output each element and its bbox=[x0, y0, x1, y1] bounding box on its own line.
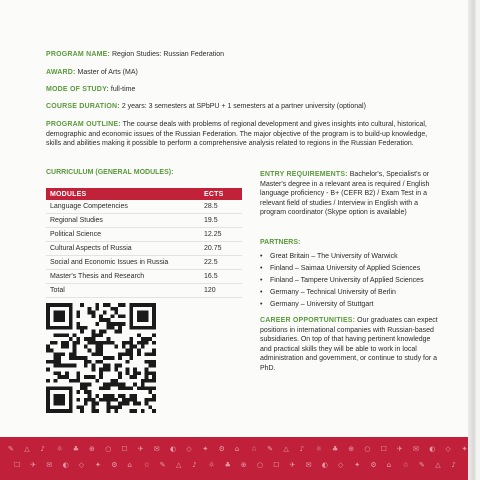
modules-table bbox=[46, 188, 242, 298]
pattern-glyph: ♪ bbox=[192, 461, 197, 469]
curriculum-title: CURRICULUM (GENERAL MODULES): bbox=[46, 169, 174, 176]
pattern-glyph: ✉ bbox=[413, 445, 419, 453]
pattern-glyph: ⚙ bbox=[218, 445, 225, 453]
pattern-glyph: △ bbox=[24, 445, 30, 453]
list-item: • Finland – Saimaa University of Applied Sciences bbox=[260, 263, 440, 275]
qr-code-icon[interactable] bbox=[46, 303, 156, 413]
partners-list bbox=[260, 251, 440, 311]
pattern-glyph: ✈ bbox=[30, 461, 37, 469]
pattern-glyph: ☼ bbox=[315, 445, 323, 453]
pattern-glyph: ✎ bbox=[419, 461, 425, 469]
pattern-icons bbox=[0, 437, 474, 480]
career-label: CAREER OPPORTUNITIES: bbox=[260, 317, 356, 324]
ects-header: ECTS bbox=[200, 188, 242, 200]
duration-line bbox=[46, 102, 366, 111]
page-fold bbox=[468, 0, 474, 480]
mode-line bbox=[46, 85, 135, 94]
module-ects: 28.5 bbox=[200, 200, 242, 214]
mode-label: MODE OF STUDY: bbox=[46, 86, 109, 93]
pattern-glyph: ◇ bbox=[186, 445, 192, 453]
pattern-glyph: ◐ bbox=[170, 445, 177, 453]
module-name: Master's Thesis and Research bbox=[46, 270, 200, 284]
module-ects: 19.5 bbox=[200, 214, 242, 228]
module-name: Regional Studies bbox=[46, 214, 200, 228]
pattern-glyph: ✦ bbox=[202, 445, 209, 453]
module-ects: 16.5 bbox=[200, 270, 242, 284]
pattern-glyph: ◇ bbox=[445, 445, 451, 453]
table-row bbox=[46, 270, 242, 284]
module-name: Social and Economic Issues in Russia bbox=[46, 256, 200, 270]
pattern-glyph: ○ bbox=[364, 445, 371, 453]
pattern-glyph: ◐ bbox=[321, 461, 328, 469]
outline-text: The course deals with problems of regional development and gives insights into cultural, historical, demographic and economic issues of the Russian Federation. The major objective of the program is to build-up knowledge, skills and abilities making it possible to perform a comprehensive analysis related to regions in the Russian Federation. bbox=[46, 121, 428, 147]
pattern-glyph: ☼ bbox=[56, 445, 63, 453]
pattern-glyph: ⊕ bbox=[240, 461, 247, 469]
pattern-glyph: ○ bbox=[257, 461, 264, 469]
pattern-glyph: ◇ bbox=[78, 461, 85, 469]
pattern-glyph: ☆ bbox=[402, 461, 410, 469]
pattern-glyph: ✦ bbox=[461, 445, 468, 453]
career-opportunities bbox=[260, 316, 440, 373]
pattern-glyph: ✈ bbox=[137, 445, 144, 453]
pattern-glyph: △ bbox=[283, 445, 289, 453]
pattern-glyph: ◐ bbox=[429, 445, 436, 453]
pattern-glyph: ♣ bbox=[224, 461, 231, 469]
program-name-value: Region Studies: Russian Federation bbox=[112, 51, 225, 58]
pattern-glyph: ⌂ bbox=[234, 445, 240, 453]
outline-label: PROGRAM OUTLINE: bbox=[46, 121, 121, 128]
entry-label: ENTRY REQUIREMENTS: bbox=[260, 171, 348, 178]
total-label: Total bbox=[46, 284, 200, 298]
partners-title: PARTNERS: bbox=[260, 239, 301, 246]
pattern-glyph: ⊕ bbox=[89, 445, 95, 453]
pattern-glyph: △ bbox=[435, 461, 441, 469]
pattern-glyph: ⊕ bbox=[348, 445, 355, 453]
module-name: Cultural Aspects of Russia bbox=[46, 242, 200, 256]
decorative-pattern-band bbox=[0, 437, 474, 480]
pattern-glyph: ⚙ bbox=[370, 461, 377, 469]
module-name: Political Science bbox=[46, 228, 200, 242]
pattern-glyph: ✉ bbox=[46, 461, 53, 469]
table-row bbox=[46, 214, 242, 228]
pattern-glyph: ☐ bbox=[14, 461, 21, 469]
table-row bbox=[46, 242, 242, 256]
program-name-label: PROGRAM NAME: bbox=[46, 51, 111, 58]
pattern-glyph: ☐ bbox=[380, 445, 387, 453]
list-item: • Germany – University of Stuttgart bbox=[260, 299, 440, 311]
pattern-glyph: ✎ bbox=[267, 445, 274, 453]
career-text: Our graduates can expect positions in international companies with Russian-based subsidiaries. On top of that having pertinent knowledge and practical skills they will be able to work in local administration and government, or continue to study for a PhD. bbox=[260, 317, 438, 372]
pattern-glyph: ✈ bbox=[289, 461, 296, 469]
pattern-glyph: ◇ bbox=[338, 461, 344, 469]
pattern-glyph: ♣ bbox=[332, 445, 339, 453]
pattern-glyph: ☐ bbox=[121, 445, 128, 453]
award-value: Master of Arts (MA) bbox=[77, 69, 138, 76]
pattern-glyph: ✉ bbox=[153, 445, 160, 453]
pattern-glyph: ✈ bbox=[396, 445, 403, 453]
pattern-glyph: ⚙ bbox=[111, 461, 118, 469]
award-line bbox=[46, 68, 138, 77]
partners-section bbox=[260, 238, 440, 311]
entry-text: Bachelor's, Specialist's or Master's degree in a relevant area is required / English language proficiency - B+ (CEFR B2) / Exam Test in a relevant field of studies / Interview in English with a program coordinator (Skype option is available) bbox=[260, 171, 430, 216]
table-row bbox=[46, 200, 242, 214]
pattern-glyph: ◐ bbox=[62, 461, 69, 469]
pattern-glyph: ✎ bbox=[8, 445, 14, 453]
total-ects: 120 bbox=[200, 284, 242, 298]
pattern-glyph: ⌂ bbox=[386, 461, 392, 469]
pattern-glyph: ♪ bbox=[40, 445, 45, 453]
module-ects: 20.75 bbox=[200, 242, 242, 256]
pattern-glyph: ☆ bbox=[251, 445, 258, 453]
program-outline bbox=[46, 120, 428, 149]
pattern-glyph: ☐ bbox=[273, 461, 280, 469]
pattern-glyph: ✉ bbox=[305, 461, 312, 469]
module-ects: 12.25 bbox=[200, 228, 242, 242]
pattern-glyph: ✦ bbox=[354, 461, 361, 469]
duration-label: COURSE DURATION: bbox=[46, 103, 120, 110]
module-ects: 22.5 bbox=[200, 256, 242, 270]
pattern-glyph: ○ bbox=[105, 445, 112, 453]
pattern-glyph: ♪ bbox=[451, 461, 456, 469]
table-row bbox=[46, 256, 242, 270]
list-item: • Germany – Technical University of Berlin bbox=[260, 287, 440, 299]
pattern-glyph: ✦ bbox=[95, 461, 101, 469]
entry-requirements bbox=[260, 170, 440, 218]
table-row bbox=[46, 228, 242, 242]
table-row-total bbox=[46, 284, 242, 298]
module-name: Language Competencies bbox=[46, 200, 200, 214]
pattern-glyph: ♣ bbox=[72, 445, 80, 453]
pattern-glyph: △ bbox=[176, 461, 182, 469]
list-item: • Great Britain – The University of Warwick bbox=[260, 251, 440, 263]
pattern-glyph: ☼ bbox=[208, 461, 215, 469]
pattern-glyph: ☆ bbox=[143, 461, 150, 469]
pattern-glyph: ⌂ bbox=[127, 461, 132, 469]
pattern-glyph: ✎ bbox=[159, 461, 166, 469]
list-item: • Finland – Tampere University of Applied Sciences bbox=[260, 275, 440, 287]
table-header-row bbox=[46, 188, 242, 200]
pattern-glyph: ♪ bbox=[299, 445, 305, 453]
award-label: AWARD: bbox=[46, 69, 76, 76]
program-name-line bbox=[46, 50, 224, 59]
modules-header: MODULES bbox=[46, 188, 200, 200]
duration-value: 2 years: 3 semesters at SPbPU + 1 semesters at a partner university (optional) bbox=[121, 103, 366, 110]
mode-value: full-time bbox=[110, 86, 136, 93]
